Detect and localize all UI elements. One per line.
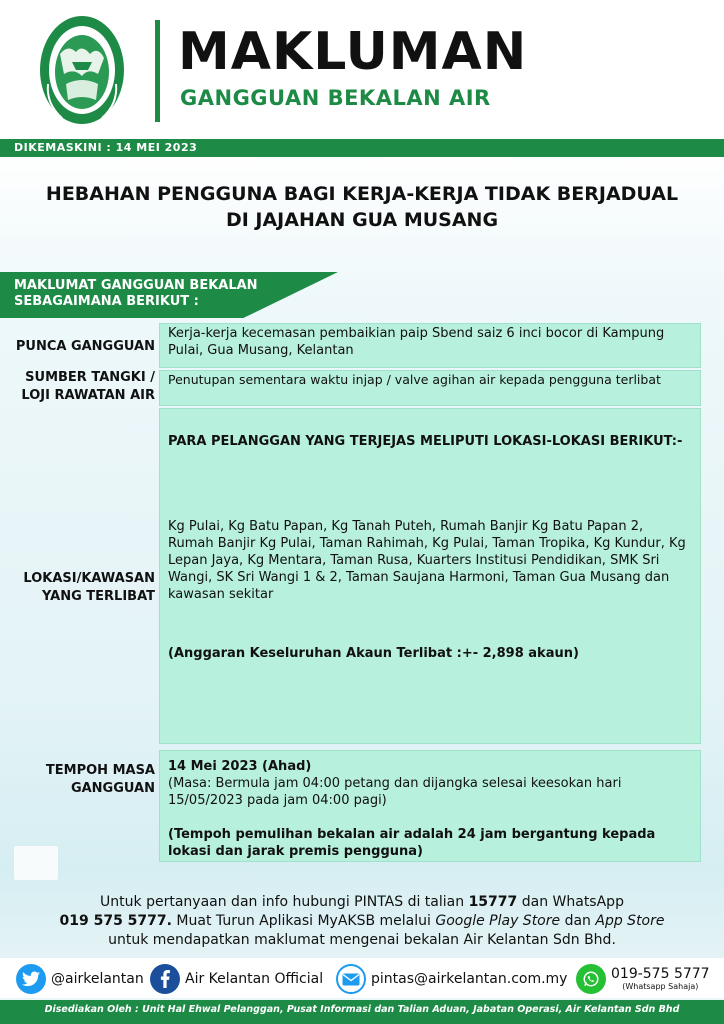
update-date: DIKEMASKINI : 14 MEI 2023: [14, 141, 198, 154]
footer-line-2-text: Muat Turun Aplikasi MyAKSB melalui: [171, 913, 436, 929]
twitter-icon: [16, 964, 46, 994]
announcement-line-1: HEBAHAN PENGGUNA BAGI KERJA-KERJA TIDAK BERJADUAL: [45, 183, 679, 205]
tempoh-label-line-2: GANGGUAN: [70, 781, 155, 796]
footer-line-1-end: dan WhatsApp: [517, 894, 624, 910]
tempoh-label: [10, 762, 155, 798]
footer-line-2: [0, 912, 724, 931]
announcement-line-2: DI JAJAHAN GUA MUSANG: [225, 209, 499, 231]
lokasi-heading: PARA PELANGGAN YANG TERJEJAS MELIPUTI LOKASI-LOKASI BERIKUT:-: [168, 434, 683, 449]
facebook-icon: [150, 964, 180, 994]
email-address: pintas@airkelantan.com.my: [371, 971, 568, 987]
lokasi-areas: Kg Pulai, Kg Batu Papan, Kg Tanah Puteh, Rumah Banjir Kg Batu Papan 2, Rumah Banjir Kg Pulai, Taman Rahimah, Kg Pulai, Taman Tropika, Kg Kundur, Kg Lepan Jaya, Kg Mentara, Taman Rusa, Kuarters Institusi Pendidikan, SMK Sri Wangi, SK Sri Wangi 1 & 2, Taman Saujana Harmoni, Taman Gua Musang dan kawasan sekitar: [168, 519, 686, 602]
footer-line-1: [0, 893, 724, 912]
lokasi-accounts: (Anggaran Keseluruhan Akaun Terlibat :+- 2,898 akaun): [168, 646, 579, 661]
whatsapp-contact: [611, 967, 710, 991]
punca-label: PUNCA GANGGUAN: [15, 339, 155, 354]
page-subtitle: GANGGUAN BEKALAN AIR: [180, 86, 491, 110]
pintas-number: 15777: [468, 894, 518, 910]
email-icon: [336, 964, 366, 994]
google-play-text: Google Play Store: [435, 913, 561, 929]
credit-text: Disediakan Oleh : Unit Hal Ehwal Pelanggan, Pusat Informasi dan Talian Aduan, Jabatan Operasi, Air Kelantan Sdn Bhd: [44, 1004, 680, 1015]
sumber-value-cell: [159, 370, 701, 406]
footer-info: [0, 893, 724, 950]
announcement-heading: [0, 181, 724, 233]
whatsapp-icon: [576, 964, 606, 994]
punca-value-cell: [159, 323, 701, 368]
sumber-label: [10, 369, 155, 405]
lokasi-label-line-1: LOKASI/KAWASAN: [23, 571, 155, 586]
lokasi-value-cell: [159, 408, 701, 744]
whatsapp-note: (Whatsapp Sahaja): [622, 982, 699, 991]
whatsapp-link[interactable]: [576, 964, 710, 994]
email-link[interactable]: [336, 964, 567, 994]
tempoh-time: (Masa: Bermula jam 04:00 petang dan dijangka selesai keesokan hari 15/05/2023 pada jam 04:00 pagi): [168, 776, 622, 808]
tempoh-recovery: (Tempoh pemulihan bekalan air adalah 24 jam bergantung kepada lokasi dan jarak premis pengguna): [168, 827, 656, 859]
page-title: MAKLUMAN: [178, 22, 528, 82]
tempoh-label-line-1: TEMPOH MASA: [45, 763, 155, 778]
header-divider: [155, 20, 160, 122]
facebook-link[interactable]: [150, 964, 323, 994]
twitter-link[interactable]: [16, 964, 144, 994]
facebook-name: Air Kelantan Official: [185, 971, 324, 987]
punca-value: Kerja-kerja kecemasan pembaikian paip Sbend saiz 6 inci bocor di Kampung Pulai, Gua Musang, Kelantan: [168, 326, 665, 358]
tempoh-date: 14 Mei 2023 (Ahad): [168, 759, 312, 774]
whatsapp-phone: 019-575 5777: [611, 966, 710, 982]
app-store-text: App Store: [595, 913, 665, 929]
tempoh-value-cell: [159, 750, 701, 862]
lokasi-label: [10, 570, 155, 606]
watermark-patch: [14, 846, 58, 880]
twitter-handle: @airkelantan: [51, 971, 144, 987]
section-title: [14, 278, 294, 310]
section-title-line-2: SEBAGAIMANA BERIKUT :: [14, 294, 199, 309]
sumber-label-line-2: LOJI RAWATAN AIR: [21, 388, 155, 403]
section-title-line-1: MAKLUMAT GANGGUAN BEKALAN: [14, 278, 258, 293]
sumber-label-line-1: SUMBER TANGKI /: [25, 370, 155, 385]
footer-line-3: untuk mendapatkan maklumat mengenai bekalan Air Kelantan Sdn Bhd.: [108, 932, 616, 948]
air-kelantan-logo: [38, 14, 126, 126]
lokasi-label-line-2: YANG TERLIBAT: [41, 589, 155, 604]
footer-line-2-and: dan: [560, 913, 596, 929]
sumber-value: Penutupan sementara waktu injap / valve agihan air kepada pengguna terlibat: [168, 372, 661, 387]
footer-line-1-text: Untuk pertanyaan dan info hubungi PINTAS di talian: [100, 894, 469, 910]
whatsapp-number: 019 575 5777.: [59, 913, 172, 929]
